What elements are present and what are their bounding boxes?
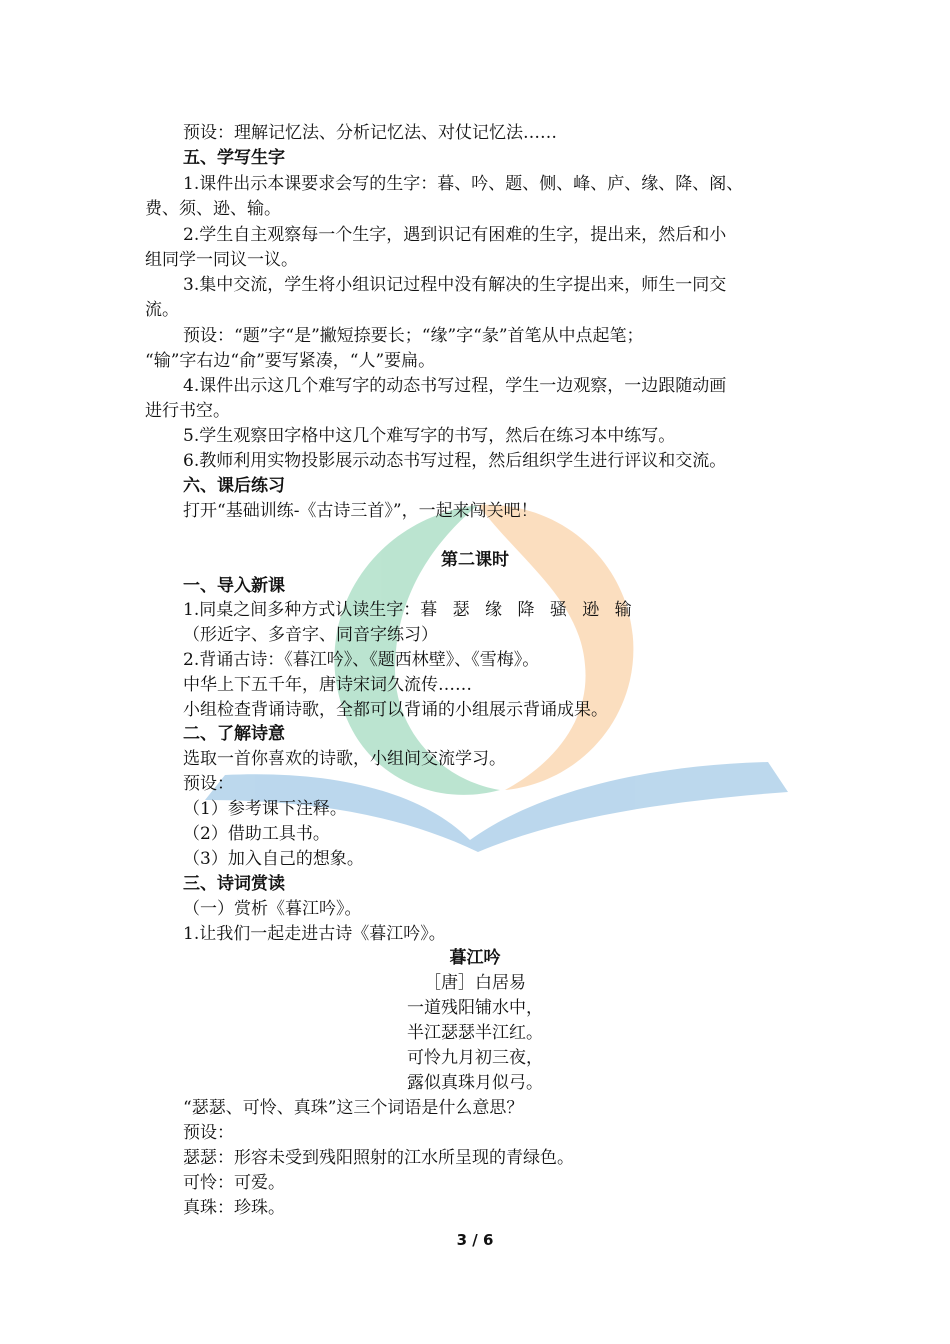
step-4-line-1: 4.课件出示这几个难写字的动态书写过程，学生一边观察，一边跟随动画 — [183, 376, 727, 396]
intro-sentence: 中华上下五千年，唐诗宋词久流传…… — [183, 675, 472, 695]
poem-title: 暮江吟 — [449, 948, 501, 968]
step-3-line-1: 3.集中交流，学生将小组识记过程中没有解决的生字提出来，师生一同交 — [183, 275, 727, 295]
preset-label-2: 预设： — [183, 1123, 234, 1143]
enter-poem-line: 1.让我们一起走进古诗《暮江吟》。 — [183, 924, 446, 944]
definition-zhenzhu: 真珠：珍珠。 — [183, 1198, 285, 1218]
section-heading-5: 五、学写生字 — [183, 148, 285, 168]
word-question: “瑟瑟、可怜、真珠”这三个词语是什么意思？ — [183, 1098, 524, 1118]
page-number: 3 / 6 — [456, 1231, 494, 1249]
character-practice-note: （形近字、多音字、同音字练习） — [183, 625, 438, 645]
lesson-2-title: 第二课时 — [441, 550, 509, 570]
step-4-line-2: 进行书空。 — [145, 401, 230, 421]
preset-memory-methods: 预设：理解记忆法、分析记忆法、对仗记忆法…… — [183, 123, 557, 143]
step-5: 5.学生观察田字格中这几个难写字的书写，然后在练习本中练写。 — [183, 426, 676, 446]
method-1: （1）参考课下注释。 — [183, 799, 347, 819]
recite-poems-line: 2.背诵古诗：《暮江吟》、《题西林壁》、《雪梅》。 — [183, 650, 540, 670]
read-characters-prefix: 1.同桌之间多种方式认读生字： — [183, 600, 421, 620]
definition-sese: 瑟瑟：形容未受到残阳照射的江水所呈现的青绿色。 — [183, 1148, 574, 1168]
poem-author: ［唐］白居易 — [424, 973, 526, 993]
section-heading-6: 六、课后练习 — [183, 476, 285, 496]
step-2-line-1: 2.学生自主观察每一个生字，遇到识记有困难的生字，提出来，然后和小 — [183, 225, 727, 245]
step-1-line-2: 费、须、逊、输。 — [145, 199, 281, 219]
part-2-heading: 二、了解诗意 — [183, 724, 285, 744]
method-2: （2）借助工具书。 — [183, 824, 330, 844]
part-1-heading: 一、导入新课 — [183, 576, 285, 596]
preset-writing-line-2: “输”字右边“俞”要写紧凑，“人”要扁。 — [145, 351, 436, 371]
step-3-line-2: 流。 — [145, 300, 179, 320]
group-check-line: 小组检查背诵诗歌，全都可以背诵的小组展示背诵成果。 — [183, 700, 608, 720]
method-3: （3）加入自己的想象。 — [183, 849, 364, 869]
poem-line-4: 露似真珠月似弓。 — [407, 1073, 543, 1093]
step-6: 6.教师利用实物投影展示动态书写过程，然后组织学生进行评议和交流。 — [183, 451, 727, 471]
definition-kelian: 可怜：可爱。 — [183, 1173, 285, 1193]
appreciate-poem-line: （一）赏析《暮江吟》。 — [183, 899, 362, 919]
preset-label-1: 预设： — [183, 774, 234, 794]
step-1-line-1: 1.课件出示本课要求会写的生字：暮、吟、题、侧、峰、庐、缘、降、阁、 — [183, 174, 744, 194]
step-2-line-2: 组同学一同议一议。 — [145, 250, 298, 270]
character-list: 暮 瑟 缘 降 骚 逊 输 — [420, 600, 637, 620]
preset-writing-line-1: 预设：“题”字“是”撇短捺要长；“缘”字“彖”首笔从中点起笔； — [183, 326, 644, 346]
part-3-heading: 三、诗词赏读 — [183, 874, 285, 894]
poem-line-2: 半江瑟瑟半江红。 — [407, 1023, 543, 1043]
poem-line-1: 一道残阳铺水中， — [407, 998, 543, 1018]
choose-poem-line: 选取一首你喜欢的诗歌，小组间交流学习。 — [183, 749, 506, 769]
read-characters-line — [183, 598, 637, 622]
poem-line-3: 可怜九月初三夜， — [407, 1048, 543, 1068]
homework-line: 打开“基础训练-《古诗三首》”，一起来闯关吧！ — [183, 501, 538, 521]
